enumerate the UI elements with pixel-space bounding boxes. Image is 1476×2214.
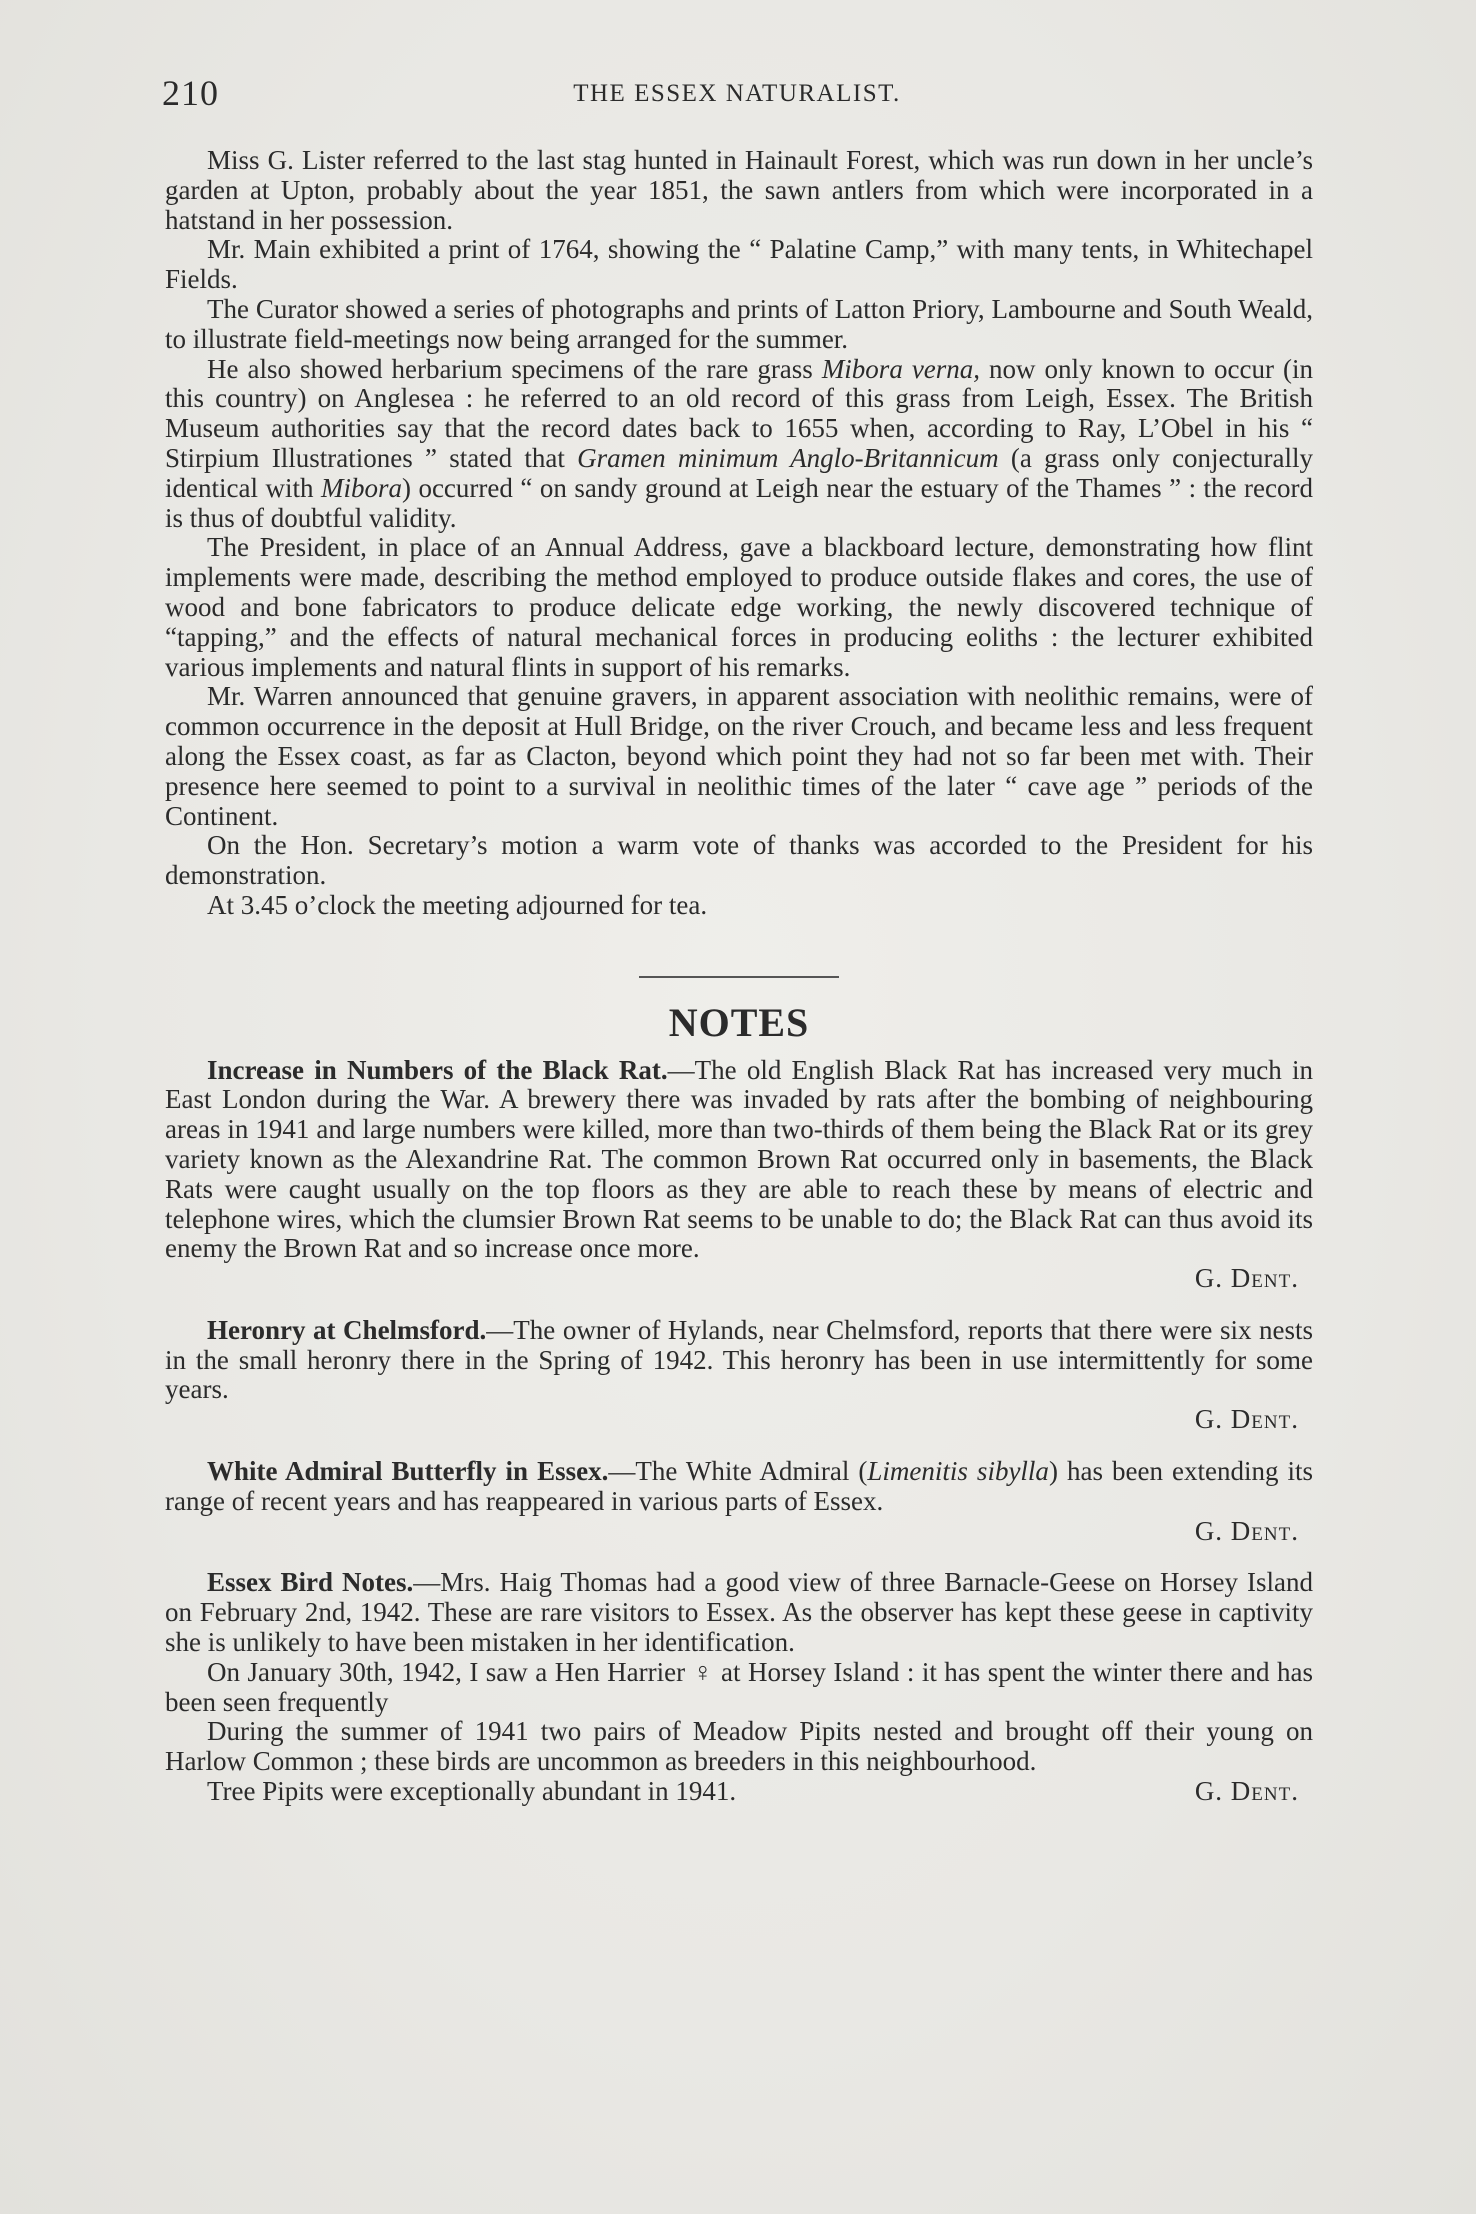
paragraph-lister: Miss G. Lister referred to the last stag hunted in Hainault Forest, which was run down in her uncle’s garden at Upton, probably about the year 1851, the sawn antlers from which were incorporated in a hatstand in her possession. — [165, 145, 1313, 235]
note-black-rat-title: Increase in Numbers of the Black Rat. — [207, 1054, 668, 1085]
note-bird-notes-text: —Mrs. Haig Thomas had a good view of three Barnacle-Geese on Horsey Island on February 2nd, 1942. These are rare visitors to Essex. As the observer has kept these geese in captivity she is unlikely to have been mistaken in her identification. — [165, 1567, 1313, 1658]
paragraph-thanks: On the Hon. Secretary’s motion a warm vote of thanks was accorded to the President for his demonstration. — [165, 830, 1313, 891]
running-head: THE ESSEX NATURALIST. — [573, 80, 901, 107]
note-heronry — [165, 1316, 1313, 1435]
body-text — [165, 146, 1313, 1829]
note-white-admiral-italic: Limenitis sibylla — [867, 1456, 1049, 1487]
note-black-rat-text: —The old English Black Rat has increased very much in East London during the War. A brewery there was invaded by rats after the bombing of neighbouring areas in 1941 and large numbers were killed, more than two-thirds of them being the Black Rat or its grey variety known as the Alexandrine Rat. The common Brown Rat occurred only in basements, the Black Rats were caught usually on the top floors as they are able to reach these by means of electric and telephone wires, which the clumsier Brown Rat seems to be unable to do; the Black Rat can thus avoid its enemy the Brown Rat and so increase once more. — [165, 1054, 1314, 1264]
page-number: 210 — [162, 73, 219, 113]
note-white-admiral-body — [165, 1457, 1313, 1517]
note-bird-notes-signature: G. Dent. — [1194, 1776, 1299, 1807]
paragraph-president: The President, in place of an Annual Address, gave a blackboard lecture, demonstrating how flint implements were made, describing the method employed to produce outside flakes and cores, the use of wood and bone fabricators to produce delicate edge working, the newly discovered technique of “tapping,” and the effects of natural mechanical forces in producing eoliths : the lecturer exhibited various implements and natural flints in support of his remarks. — [165, 532, 1313, 682]
note-heronry-title: Heronry at Chelmsford. — [207, 1314, 487, 1345]
note-bird-notes-tree-pipits: Tree Pipits were exceptionally abundant in 1941. — [207, 1776, 737, 1807]
notes-heading: NOTES — [668, 999, 810, 1045]
note-heronry-signature: G. Dent. — [1194, 1404, 1299, 1435]
herbarium-text-a: He also showed herbarium specimens of the rare grass — [207, 353, 822, 384]
herbarium-text-b: now only known to occur (in this country) on Anglesea : he referred to an old record of this grass from Leigh, Essex. The British Museum authorities say that the record dates back to 1655 when, according to Ray, L’Obel in his “ Stirpium Illustrationes ” stated that — [165, 353, 1313, 473]
note-black-rat — [165, 1056, 1313, 1294]
note-black-rat-body — [165, 1056, 1313, 1265]
note-bird-notes-title: Essex Bird Notes. — [207, 1567, 414, 1598]
note-white-admiral-text-b: ) has been extending its range of recent years and has reappeared in various parts of Essex. — [165, 1456, 1313, 1516]
note-white-admiral — [165, 1457, 1313, 1546]
note-bird-notes-last-line — [165, 1777, 1313, 1807]
note-bird-notes-pipits: During the summer of 1941 two pairs of Meadow Pipits nested and brought off their young on Harlow Common ; these birds are uncommon as breeders in this neighbourhood. — [165, 1716, 1313, 1777]
paragraph-curator: The Curator showed a series of photographs and prints of Latton Priory, Lambourne and South Weald, to illustrate field-meetings now being arranged for the summer. — [165, 293, 1313, 354]
note-white-admiral-text-a: —The White Admiral ( — [608, 1456, 868, 1487]
herbarium-text-d: ) occurred “ on sandy ground at Leigh near the estuary of the Thames ” : the record is thus of doubtful validity. — [165, 472, 1313, 533]
herbarium-text-c: (a grass only conjecturally identical with — [165, 442, 1313, 503]
note-heronry-text: —The owner of Hylands, near Chelmsford, reports that there were six nests in the small heronry there in the Spring of 1942. This heronry has been in use intermittently for some years. — [165, 1314, 1313, 1405]
paragraph-main: Mr. Main exhibited a print of 1764, showing the “ Palatine Camp,” with many tents, in Whitechapel Fields. — [165, 234, 1313, 295]
note-black-rat-signature: G. Dent. — [1194, 1263, 1299, 1294]
paragraph-warren: Mr. Warren announced that genuine gravers, in apparent association with neolithic remains, were of common occurrence in the deposit at Hull Bridge, on the river Crouch, and became less and less frequent along the Essex coast, as far as Clacton, beyond which point they had not so far been met with. Their presence here seemed to point to a survival in neolithic times of the later “ cave age ” periods of the Continent. — [165, 681, 1313, 831]
herbarium-italic-mibora: Mibora — [320, 472, 402, 503]
note-white-admiral-signature: G. Dent. — [1194, 1515, 1299, 1546]
note-bird-notes — [165, 1568, 1313, 1806]
section-divider — [639, 976, 839, 978]
note-bird-notes-harrier: On January 30th, 1942, I saw a Hen Harrier ♀ at Horsey Island : it has spent the winter there and has been seen frequently — [165, 1656, 1313, 1717]
page-header — [162, 72, 1312, 122]
note-heronry-body — [165, 1316, 1313, 1405]
herbarium-italic-gramen: Gramen minimum Anglo-Britannicum — [577, 442, 999, 473]
paragraph-adjourned: At 3.45 o’clock the meeting adjourned for tea. — [207, 889, 708, 920]
paragraph-herbarium — [165, 355, 1313, 534]
note-white-admiral-title: White Admiral Butterfly in Essex. — [207, 1456, 609, 1487]
herbarium-italic-mibora-verna: Mibora verna, — [821, 353, 981, 384]
note-bird-notes-body — [165, 1568, 1313, 1657]
